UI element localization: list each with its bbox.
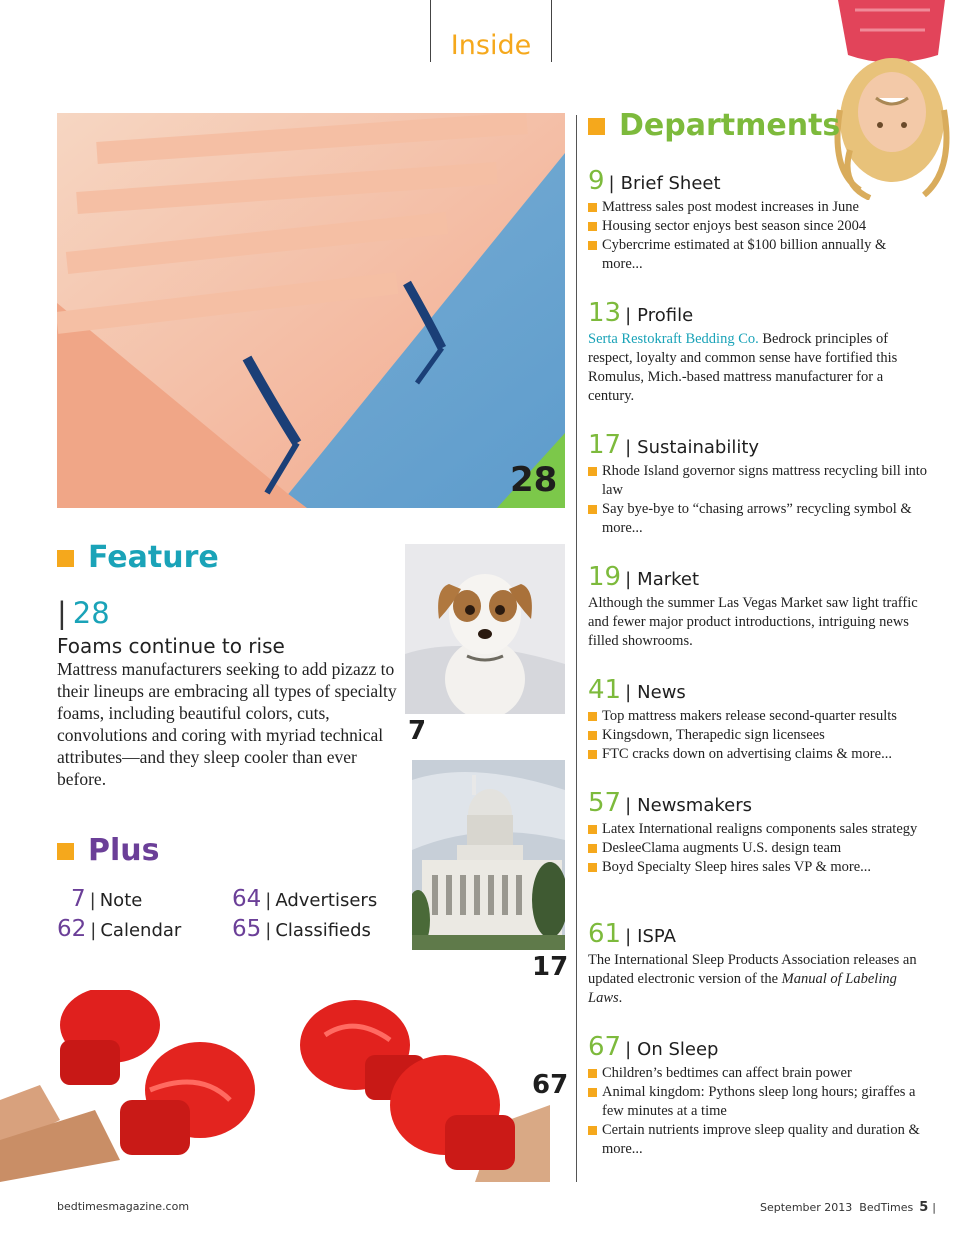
section-title: Inside bbox=[450, 30, 532, 61]
dog-photo bbox=[405, 544, 565, 714]
dept-item-newsmakers bbox=[588, 788, 928, 877]
orange-square-icon bbox=[57, 843, 74, 860]
dept-item-heading: 9 | Brief Sheet bbox=[588, 166, 721, 196]
dept-item-heading: 57 | Newsmakers bbox=[588, 788, 753, 818]
foam-page-number: 28 bbox=[510, 460, 558, 500]
dept-item-market bbox=[588, 562, 928, 651]
capitol-page-number: 17 bbox=[532, 952, 569, 982]
list-item: Animal kingdom: Pythons sleep long hours; giraffes a few minutes at a time bbox=[588, 1083, 928, 1121]
column-divider bbox=[576, 115, 577, 1182]
dept-item-news bbox=[588, 675, 928, 764]
list-item: Cybercrime estimated at $100 billion annually & more... bbox=[588, 236, 928, 274]
dept-item-heading: 61 | ISPA bbox=[588, 919, 676, 949]
list-item: Rhode Island governor signs mattress recycling bill into law bbox=[588, 462, 928, 500]
dept-item-on-sleep bbox=[588, 1032, 928, 1159]
capitol-photo bbox=[412, 760, 565, 950]
dept-item-heading: 19 | Market bbox=[588, 562, 700, 592]
boxing-glove-right-photo bbox=[295, 995, 550, 1182]
list-item: FTC cracks down on advertising claims & more... bbox=[588, 745, 928, 764]
feature-page-number: | 28 bbox=[57, 596, 110, 630]
departments-heading: Departments bbox=[588, 108, 840, 143]
list-item: Boyd Specialty Sleep hires sales VP & more... bbox=[588, 858, 928, 877]
footer-issue-info: September 2013 BedTimes 5 | bbox=[760, 1200, 937, 1215]
dept-item-sustainability bbox=[588, 430, 928, 538]
foam-photo bbox=[57, 113, 565, 508]
boxing-glove-left-photo bbox=[0, 990, 260, 1182]
plus-item-note: 7 | Note bbox=[71, 886, 143, 912]
list-item: Top mattress makers release second-quarter results bbox=[588, 707, 928, 726]
dept-item-text: The International Sleep Products Association releases an updated electronic version of the Manual of Labeling Laws. bbox=[588, 952, 917, 1006]
list-item: Certain nutrients improve sleep quality and duration & more... bbox=[588, 1121, 928, 1159]
dept-item-heading: 17 | Sustainability bbox=[588, 430, 760, 460]
orange-square-icon bbox=[588, 118, 605, 135]
plus-heading: Plus bbox=[57, 833, 159, 868]
dept-item-heading: 41 | News bbox=[588, 675, 686, 705]
gloves-page-number: 67 bbox=[532, 1070, 569, 1100]
dept-item-ispa bbox=[588, 919, 928, 1008]
feature-description: Mattress manufacturers seeking to add pizazz to their lineups are embracing all types of specialty foams, including beautiful colors, cuts, convolutions and coring with myriad technical attributes—and they sleep cooler than ever before. bbox=[57, 659, 397, 789]
list-item: Children’s bedtimes can affect brain power bbox=[588, 1064, 928, 1083]
feature-heading: Feature bbox=[57, 540, 219, 575]
dept-item-text: Serta Restokraft Bedding Co. Bedrock principles of respect, loyalty and common sense have fortified this Romulus, Mich.-based mattress manufacturer for a century. bbox=[588, 331, 898, 404]
section-title-box bbox=[430, 0, 552, 62]
dept-item-text: Although the summer Las Vegas Market saw light traffic and fewer major product introductions, intriguing news filled showrooms. bbox=[588, 595, 918, 649]
list-item: Kingsdown, Therapedic sign licensees bbox=[588, 726, 928, 745]
list-item: Say bye-bye to “chasing arrows” recycling symbol & more... bbox=[588, 500, 928, 538]
plus-item-calendar: 62 | Calendar bbox=[57, 916, 182, 942]
list-item: Housing sector enjoys best season since 2004 bbox=[588, 217, 928, 236]
plus-item-classifieds: 65 | Classifieds bbox=[232, 916, 371, 942]
dept-item-heading: 13 | Profile bbox=[588, 298, 694, 328]
orange-square-icon bbox=[57, 550, 74, 567]
feature-title: Foams continue to rise bbox=[57, 634, 285, 658]
plus-item-advertisers: 64 | Advertisers bbox=[232, 886, 378, 912]
dept-item-profile bbox=[588, 298, 928, 406]
list-item: DesleeClama augments U.S. design team bbox=[588, 839, 928, 858]
dog-page-number: 7 bbox=[408, 716, 427, 746]
list-item: Latex International realigns components sales strategy bbox=[588, 820, 928, 839]
dept-item-heading: 67 | On Sleep bbox=[588, 1032, 719, 1062]
list-item: Mattress sales post modest increases in June bbox=[588, 198, 928, 217]
footer-website: bedtimesmagazine.com bbox=[57, 1200, 190, 1213]
dept-item-brief-sheet bbox=[588, 166, 928, 274]
